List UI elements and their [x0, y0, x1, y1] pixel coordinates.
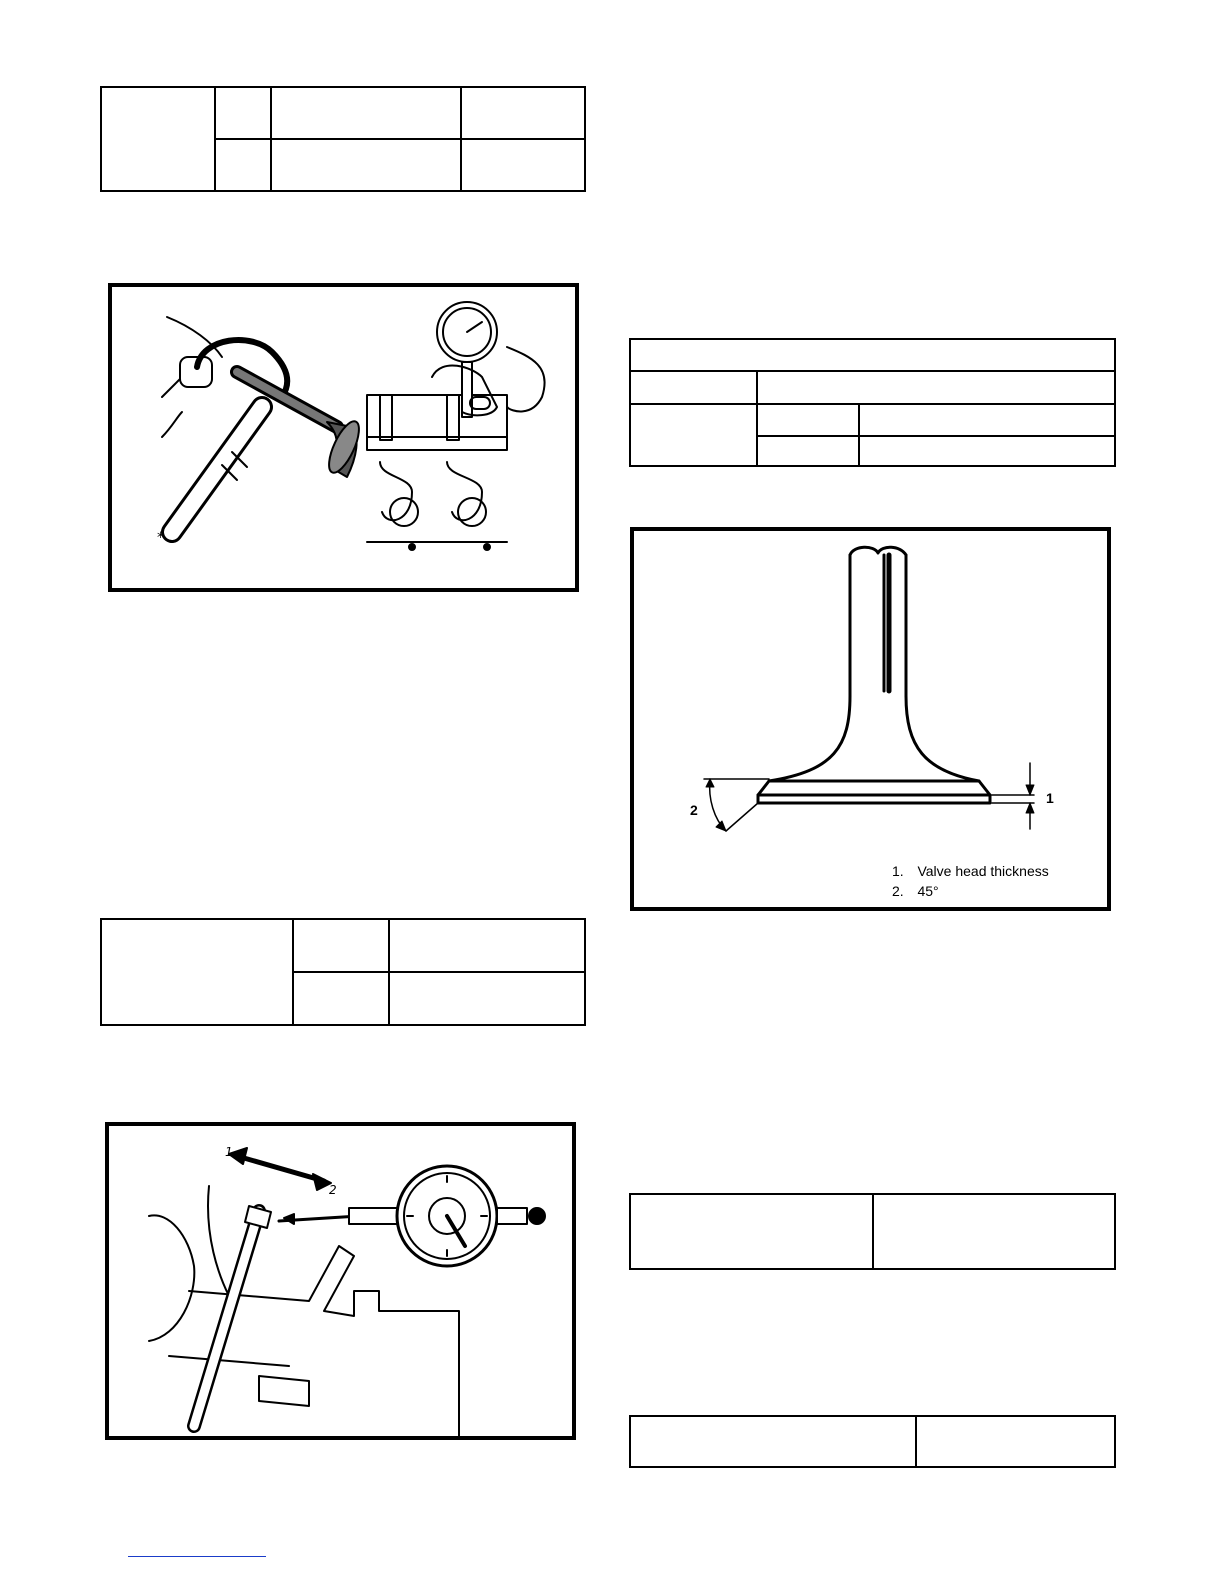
- legend-item: [892, 881, 1049, 901]
- figure-legend: [892, 861, 1049, 901]
- table-cell: [215, 139, 271, 191]
- arrow-label-2: 2: [329, 1183, 337, 1197]
- table-cell: [757, 371, 1115, 404]
- table-cell: [389, 919, 585, 972]
- valve-stem-deflection-figure: [105, 1122, 576, 1440]
- micrometer-figure: [108, 283, 579, 592]
- callout-1: 1: [1046, 790, 1054, 806]
- spec-table-4: [629, 1193, 1116, 1270]
- table-cell: [630, 371, 757, 404]
- table-cell: [461, 139, 585, 191]
- table-cell: [101, 87, 215, 191]
- spec-table-1: [100, 86, 586, 192]
- table-cell: [630, 339, 1115, 371]
- micrometer-illustration: [112, 287, 575, 588]
- table-cell: [916, 1416, 1115, 1467]
- table-cell: [101, 919, 293, 1025]
- valve-head-figure: [630, 527, 1111, 911]
- table-cell: [389, 972, 585, 1025]
- figure-mark: *: [157, 530, 164, 546]
- footer-rule: [128, 1556, 266, 1557]
- table-cell: [215, 87, 271, 139]
- legend-number: 1.: [892, 863, 904, 879]
- spec-table-5: [629, 1415, 1116, 1468]
- table-cell: [630, 404, 757, 466]
- table-cell: [859, 404, 1115, 436]
- spec-table-2: [100, 918, 586, 1026]
- table-cell: [630, 1194, 873, 1269]
- table-cell: [293, 919, 389, 972]
- spec-table-3: [629, 338, 1116, 467]
- table-cell: [461, 87, 585, 139]
- dial-gauge-illustration: [109, 1126, 572, 1436]
- arrow-label-1: 1: [225, 1145, 233, 1159]
- legend-text: 45°: [917, 883, 939, 899]
- table-cell: [271, 87, 461, 139]
- legend-item: [892, 861, 1049, 881]
- table-cell: [859, 436, 1115, 466]
- callout-2: 2: [690, 802, 698, 818]
- table-cell: [630, 1416, 916, 1467]
- table-cell: [271, 139, 461, 191]
- table-cell: [293, 972, 389, 1025]
- valve-head-diagram: [634, 531, 1107, 907]
- legend-text: Valve head thickness: [917, 863, 1049, 879]
- table-cell: [873, 1194, 1115, 1269]
- table-cell: [757, 404, 859, 436]
- legend-number: 2.: [892, 883, 904, 899]
- table-cell: [757, 436, 859, 466]
